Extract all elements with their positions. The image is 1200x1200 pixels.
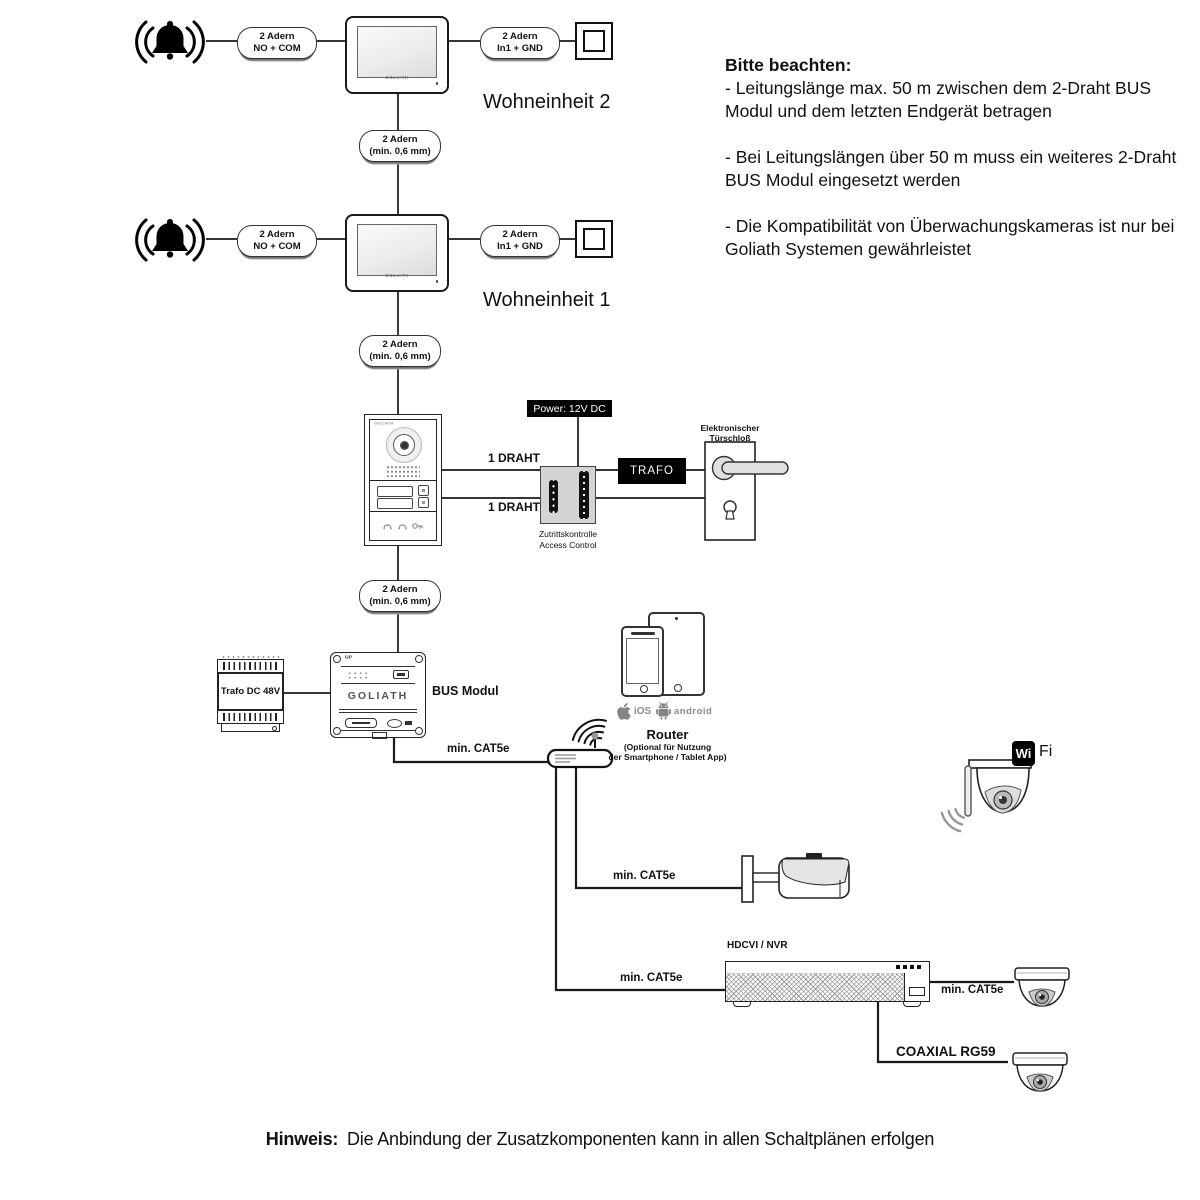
power-label: Power: 12V DC [527,400,612,417]
monitor-brand: GOLIATH [385,273,409,278]
indoor-monitor [345,214,449,292]
caption-line: Access Control [539,539,597,550]
cable-label-line: (min. 0,6 mm) [369,351,431,362]
door-station-panel [369,419,437,541]
bus-divider [341,666,415,667]
bell-push-button [575,220,613,258]
cable-label-cat5e: min. CAT5e [941,984,1004,996]
cable-label-cat5e: min. CAT5e [447,743,510,755]
bell-push-button [575,22,613,60]
note-item: - Bei Leitungslängen über 50 m muss ein weiteres 2-Draht BUS Modul eingesetzt werden [725,147,1177,190]
nvr-right-panel [904,973,929,1001]
notes-title: Bitte beachten: [725,55,852,75]
footer-note [0,1129,1200,1150]
android-icon [656,702,671,720]
electronic-door-lock-icon [700,437,795,545]
cable-label-no-com [237,225,317,257]
bus-divider [339,709,417,710]
bus-bottom-port [372,732,387,739]
cable-label-in1-gnd [480,225,560,257]
nvr-foot [903,1002,921,1007]
dome-camera-icon [1012,964,1072,1014]
bullet-camera-icon [736,846,858,910]
cable-label-line: 2 Adern [382,338,418,350]
transformer-label: Trafo DC 48V [217,672,284,711]
doorbell-icon [134,212,206,268]
small-port [405,721,412,725]
monitor-led [436,280,439,283]
cable-label-line: 2 Adern [382,583,418,595]
cable-label-cat5e: min. CAT5e [613,870,676,882]
screw-hole [415,727,423,735]
door-station [364,414,442,546]
notes-block [725,54,1177,284]
door-camera-icon [386,427,422,463]
trafo-box: TRAFO [618,458,686,484]
rj45-port [345,718,377,728]
cable-label-line: (min. 0,6 mm) [369,146,431,157]
door-station-keypad-icons [381,519,425,533]
note-item: - Die Kompatibilität von Überwachungskameras ist nur bei Goliath Systemen gewährleistet [725,216,1175,259]
call-button [418,497,429,508]
bus-terminals [347,671,369,680]
wifi-wi-badge: Wi [1012,741,1035,766]
footer-note-text: Die Anbindung der Zusatzkomponenten kann in allen Schaltplänen erfolgen [347,1129,935,1149]
terminal-row [217,659,284,673]
screw-hole [415,655,423,663]
nameplate [377,498,413,509]
note-item: - Leitungslänge max. 50 m zwischen dem 2-Draht BUS Modul und dem letzten Endgerät betragen [725,78,1152,121]
bus-divider [341,683,415,684]
access-control-caption [528,529,608,550]
usb-port [393,670,409,679]
smartphone-icon [621,626,664,697]
cable-label-line: (min. 0,6 mm) [369,596,431,607]
router-subtitle: (Optional für Nutzung [623,742,712,752]
bus-divider [339,712,417,713]
cable-label-line: 2 Adern [502,228,538,240]
router-title: Router [646,727,689,742]
bus-module-label: BUS Modul [432,684,499,698]
transformer-base [221,723,280,732]
monitor-brand: GOLIATH [385,75,409,80]
dome-camera-icon [1010,1048,1070,1100]
cable-label-line: 2 Adern [502,30,538,42]
nvr-indicator-lights [896,965,921,969]
panel-divider [370,511,436,512]
footer-note-bold: Hinweis: [265,1129,339,1149]
network-cables [394,738,1014,1062]
unit-label: Wohneinheit 2 [483,91,611,113]
cable-label-line: In1 + GND [497,43,543,54]
nvr-foot [733,1002,751,1007]
wire-label-1draht: 1 DRAHT [488,500,541,514]
terminal-strip [579,471,589,519]
ios-label: iOS [634,706,652,717]
unit-label: Wohneinheit 1 [483,289,611,311]
monitor-led [436,82,439,85]
bus-up-marker: UP [345,654,352,660]
cable-label-line: 2 Adern [259,228,295,240]
din-transformer [217,655,284,734]
screw-hole [333,655,341,663]
cable-label-in1-gnd [480,27,560,59]
doorbell-icon [134,14,206,70]
cable-label-line: 2 Adern [259,30,295,42]
cable-label-line: NO + COM [253,43,301,54]
cable-label-line: 2 Adern [382,133,418,145]
cable-label-coaxial: COAXIAL RG59 [896,1044,996,1059]
call-button [418,485,429,496]
door-speaker-grille [386,465,420,477]
cable-label-2adern [359,580,441,612]
cable-label-line: NO + COM [253,241,301,252]
round-port [387,719,402,728]
monitor-screen [357,224,437,276]
cable-label-line: In1 + GND [497,241,543,252]
cable-label-2adern [359,335,441,367]
caption-line: Zutrittskontrolle [538,529,598,539]
nvr-label: HDCVI / NVR [727,940,788,951]
panel-divider [370,480,436,481]
wifi-fi-label: Fi [1039,743,1053,760]
nvr-recorder [725,961,930,1002]
usb-port [909,987,925,996]
bus-brand: GOLIATH [347,690,409,702]
lock-caption: Elektronischer Türschloß [700,423,760,443]
door-station-brand: GOLIATH [374,421,394,426]
terminal-row [217,710,284,724]
cable-label-no-com [237,27,317,59]
nameplate [377,486,413,497]
indoor-monitor [345,16,449,94]
terminal-strip [549,480,558,513]
cable-label-2adern [359,130,441,162]
android-label: android [674,706,713,717]
router-subtitle: der Smartphone / Tablet App) [608,752,727,762]
monitor-screen [357,26,437,78]
access-control-module [540,466,596,524]
screw-hole [333,727,341,735]
bus-module [330,652,426,738]
cable-label-cat5e: min. CAT5e [620,972,683,984]
wire-label-1draht: 1 DRAHT [488,451,541,465]
nvr-mesh-front [726,973,905,1001]
